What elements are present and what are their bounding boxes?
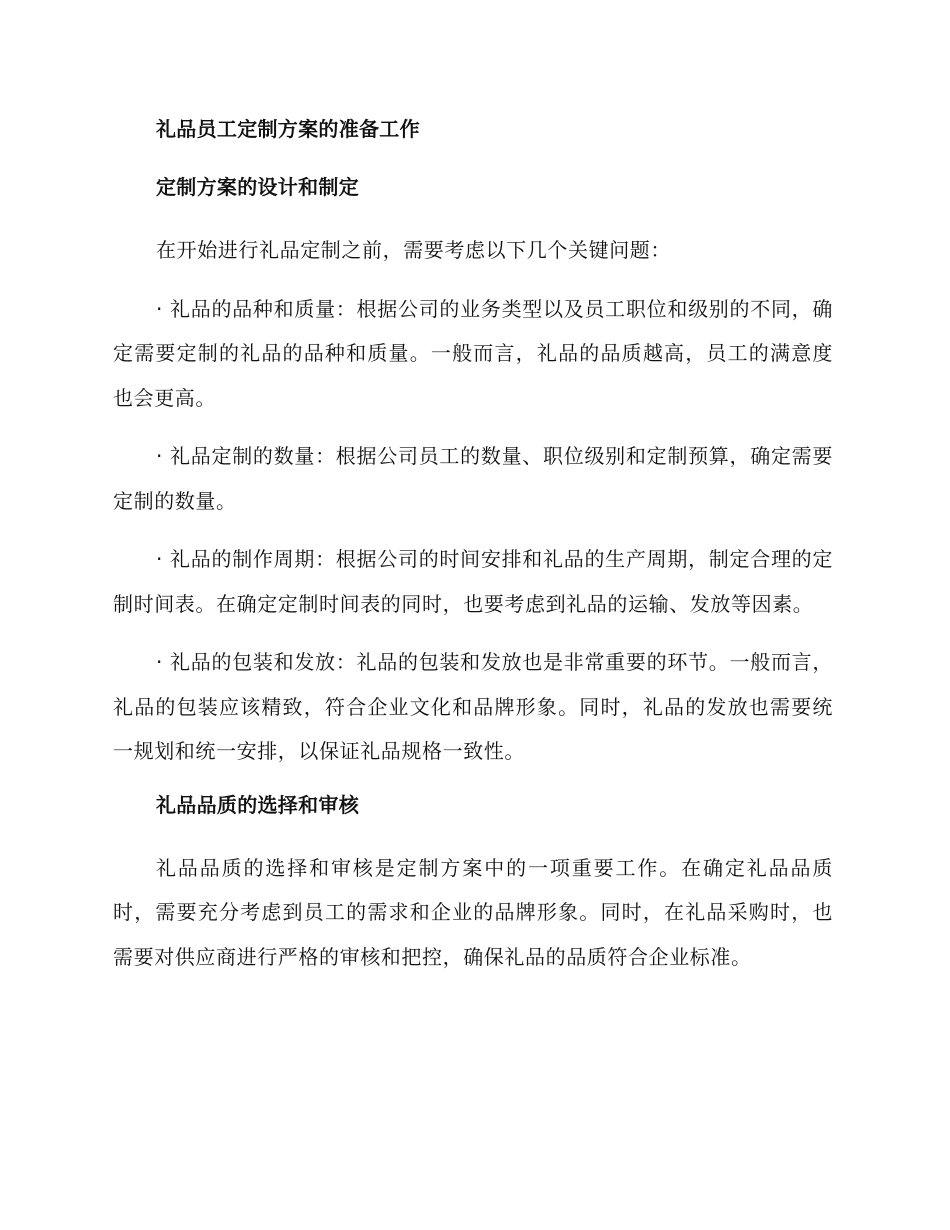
document-body [113,112,833,993]
bullet-paragraph-variety: · 礼品的品种和质量：根据公司的业务类型以及员工职位和级别的不同，确定需要定制的礼品的品种和质量。一般而言，礼品的品质越高，员工的满意度也会更高。 [113,296,833,410]
closing-paragraph: 礼品品质的选择和审核是定制方案中的一项重要工作。在确定礼品品质时，需要充分考虑到员工的需求和企业的品牌形象。同时，在礼品采购时，也需要对供应商进行严格的审核和把控，确保礼品的品质符合企业标准。 [113,855,833,969]
subsection-title-design: 定制方案的设计和制定 [156,175,359,199]
bullet-paragraph-packaging: · 礼品的包装和发放：礼品的包装和发放也是非常重要的环节。一般而言，礼品的包装应该精致，符合企业文化和品牌形象。同时，礼品的发放也需要统一规划和统一安排，以保证礼品规格一致性。 [113,650,833,763]
intro-paragraph: 在开始进行礼品定制之前，需要考虑以下几个关键问题： [156,238,671,262]
section-title: 礼品员工定制方案的准备工作 [156,117,420,141]
bullet-paragraph-cycle: · 礼品的制作周期：根据公司的时间安排和礼品的生产周期，制定合理的定制时间表。在确定定制时间表的同时，也要考虑到礼品的运输、发放等因素。 [113,547,833,616]
subsection-title-quality: 礼品品质的选择和审核 [156,792,359,817]
bullet-paragraph-quantity: · 礼品定制的数量：根据公司员工的数量、职位级别和定制预算，确定需要定制的数量。 [113,444,833,513]
